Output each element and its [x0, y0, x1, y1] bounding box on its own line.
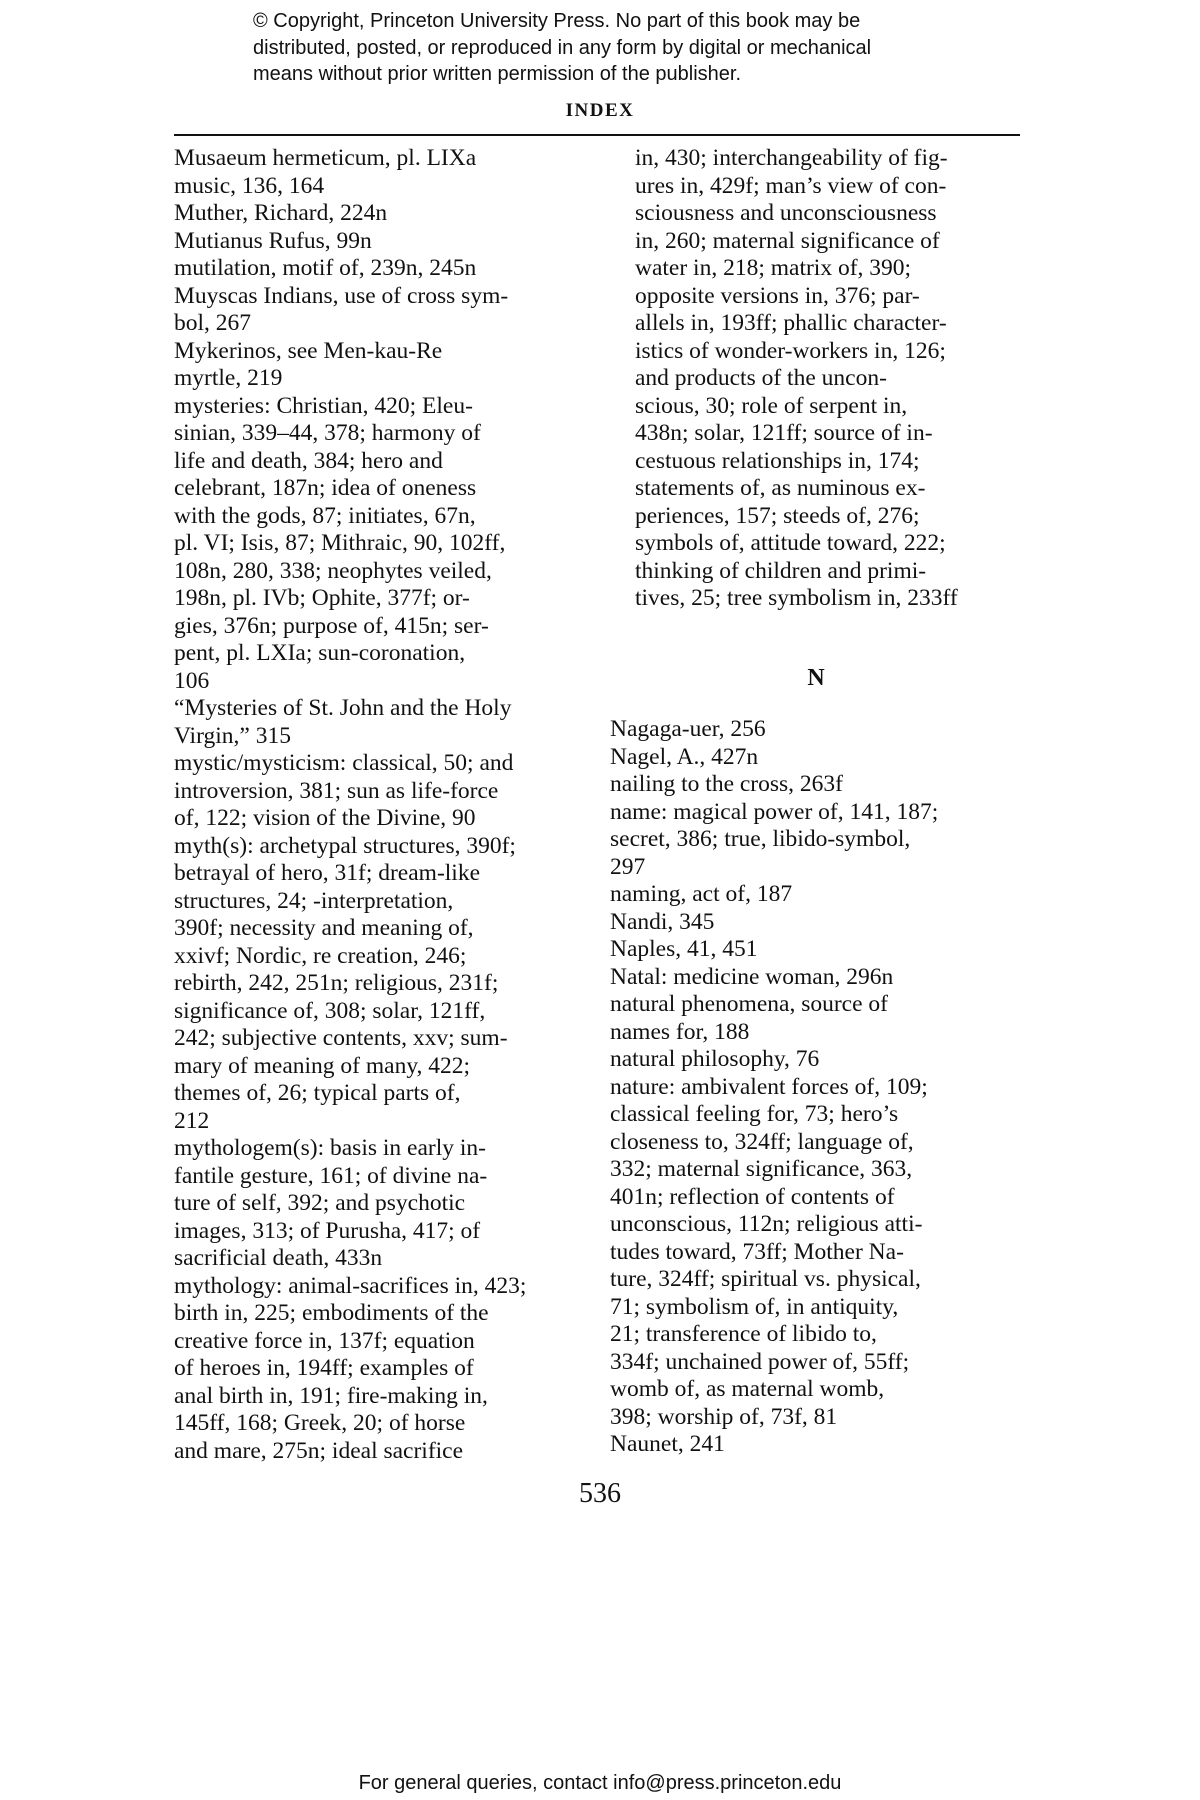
index-entry	[610, 991, 1022, 1046]
header-rule	[174, 134, 1020, 136]
continued-entry-line: periences, 157; steeds of, 276;	[635, 502, 920, 529]
index-entry	[174, 173, 580, 201]
index-entry-line: gies, 376n; purpose of, 415n; ser-	[174, 612, 489, 639]
index-entry-line: pent, pl. LXIa; sun-coronation,	[174, 640, 466, 666]
index-entry-line: of heroes in, 194ff; examples of	[174, 1355, 474, 1381]
index-entry-line: mythologem(s): basis in early in-	[174, 1135, 486, 1161]
section-letter: N	[807, 664, 825, 691]
index-entry-line: 198n, pl. IVb; Ophite, 377f; or-	[174, 585, 470, 611]
index-entry-line: unconscious, 112n; religious atti-	[610, 1211, 923, 1237]
continued-entry-line: in, 260; maternal significance of	[635, 227, 940, 254]
index-entry-line: 297	[610, 853, 646, 880]
index-entry-line: Nagaga-uer, 256	[610, 716, 766, 742]
index-entry-line: 106	[174, 667, 210, 694]
index-entry-line: Muyscas Indians, use of cross sym-	[174, 282, 509, 309]
continued-entry-line: tives, 25; tree symbolism in, 233ff	[635, 585, 958, 611]
index-entry-line: mysteries: Christian, 420; Eleu-	[174, 392, 473, 419]
index-entry-line: themes of, 26; typical parts of,	[174, 1080, 461, 1106]
index-entry-line: Musaeum hermeticum, pl. LIXa	[174, 145, 477, 171]
index-entry	[610, 909, 1022, 937]
index-entry-line: sinian, 339–44, 378; harmony of	[174, 420, 481, 446]
index-entry	[610, 964, 1022, 992]
index-entry	[610, 881, 1022, 909]
index-entry-line: closeness to, 324ff; language of,	[610, 1128, 914, 1155]
continued-entry-line: ures in, 429f; man’s view of con-	[635, 172, 947, 199]
continued-entry-line: in, 430; interchangeability of fig-	[635, 145, 948, 171]
index-entry-line: mutilation, motif of, 239n, 245n	[174, 255, 477, 281]
index-entry	[174, 200, 580, 228]
index-entry-line: images, 313; of Purusha, 417; of	[174, 1217, 481, 1244]
index-entry	[610, 744, 1022, 772]
index-entry-line: nature: ambivalent forces of, 109;	[610, 1073, 928, 1100]
index-entry-line: Mutianus Rufus, 99n	[174, 227, 372, 254]
index-entry-line: 334f; unchained power of, 55ff;	[610, 1348, 910, 1375]
index-entry-line: fantile gesture, 161; of divine na-	[174, 1162, 488, 1189]
index-entry	[174, 750, 580, 833]
index-entry-line: ture of self, 392; and psychotic	[174, 1190, 466, 1216]
index-entry-line: natural phenomena, source of	[610, 991, 888, 1017]
index-entry-line: Nandi, 345	[610, 908, 715, 935]
continued-entry-line: 438n; solar, 121ff; source of in-	[635, 420, 933, 446]
left-column	[174, 145, 580, 1465]
index-entry	[174, 145, 580, 173]
index-entry-line: Natal: medicine woman, 296n	[610, 963, 894, 990]
index-entry	[610, 716, 1022, 744]
continued-entry-line: sciousness and unconsciousness	[635, 200, 937, 226]
index-entry-line: mythology: animal-sacrifices in, 423;	[174, 1272, 527, 1299]
index-entry-line: mystic/mysticism: classical, 50; and	[174, 750, 514, 776]
index-entry-line: myth(s): archetypal structures, 390f;	[174, 832, 516, 859]
index-entry-line: Virgin,” 315	[174, 722, 291, 749]
index-entry-line: Naples, 41, 451	[610, 936, 758, 962]
index-entry-line: nailing to the cross, 263f	[610, 771, 844, 797]
index-entry-line: classical feeling for, 73; hero’s	[610, 1101, 899, 1127]
index-entry-line: name: magical power of, 141, 187;	[610, 798, 939, 825]
index-entry-line: 21; transference of libido to,	[610, 1321, 877, 1347]
index-entry-line: Muther, Richard, 224n	[174, 200, 388, 226]
footer-contact: For general queries, contact info@press.princeton.edu	[358, 1772, 842, 1794]
index-entry	[610, 1074, 1022, 1432]
continued-entry-line: thinking of children and primi-	[635, 557, 927, 584]
continued-entry-line: statements of, as numinous ex-	[635, 475, 926, 501]
index-entry	[174, 833, 580, 1136]
index-entry-line: creative force in, 137f; equation	[174, 1327, 475, 1354]
index-entry-line: sacrificial death, 433n	[174, 1245, 383, 1271]
index-entry	[610, 1046, 1022, 1074]
continued-entry-line: allels in, 193ff; phallic character-	[635, 310, 947, 336]
index-entry	[610, 771, 1022, 799]
index-entry-line: Naunet, 241	[610, 1431, 725, 1457]
index-entry-line: womb of, as maternal womb,	[610, 1376, 885, 1402]
continued-entry-line: symbols of, attitude toward, 222;	[635, 530, 946, 556]
index-entry-line: mary of meaning of many, 422;	[174, 1052, 471, 1079]
page-number: 536	[579, 1478, 621, 1509]
index-entry	[174, 228, 580, 256]
index-entry-line: ture, 324ff; spiritual vs. physical,	[610, 1266, 921, 1292]
index-entry-line: introversion, 381; sun as life-force	[174, 777, 499, 804]
index-entry-line: secret, 386; true, libido-symbol,	[610, 826, 911, 852]
continued-entry-line: and products of the uncon-	[635, 365, 887, 391]
continued-entry	[610, 145, 1022, 613]
index-entry	[174, 255, 580, 283]
index-entry	[174, 283, 580, 338]
index-entry	[610, 1431, 1022, 1459]
index-entry	[174, 1135, 580, 1273]
index-entry-line: naming, act of, 187	[610, 881, 793, 907]
index-entry-line: 332; maternal significance, 363,	[610, 1156, 913, 1182]
index-entry-line: birth in, 225; embodiments of the	[174, 1300, 489, 1326]
index-entry	[174, 1273, 580, 1466]
index-entry-line: 71; symbolism of, in antiquity,	[610, 1293, 899, 1320]
index-entry-line: 401n; reflection of contents of	[610, 1183, 895, 1210]
index-entry-line: myrtle, 219	[174, 365, 283, 391]
index-entry	[610, 936, 1022, 964]
index-entry-line: 398; worship of, 73f, 81	[610, 1403, 838, 1430]
continued-entry-line: scious, 30; role of serpent in,	[635, 392, 908, 419]
index-entry-line: xxivf; Nordic, re creation, 246;	[174, 942, 467, 969]
index-entry-line: significance of, 308; solar, 121ff,	[174, 997, 486, 1024]
copyright-notice	[253, 8, 1013, 88]
continued-entry-line: istics of wonder-workers in, 126;	[635, 337, 946, 364]
index-entry	[610, 799, 1022, 882]
index-entry-line: pl. VI; Isis, 87; Mithraic, 90, 102ff,	[174, 530, 506, 556]
index-entry-line: 108n, 280, 338; neophytes veiled,	[174, 557, 492, 584]
right-column	[610, 145, 1022, 1459]
index-entry-line: anal birth in, 191; fire-making in,	[174, 1382, 488, 1409]
index-entry-line: 242; subjective contents, xxv; sum-	[174, 1025, 508, 1051]
index-entry-line: Mykerinos, see Men-kau-Re	[174, 337, 443, 364]
index-entry-line: 212	[174, 1107, 210, 1134]
copyright-line: distributed, posted, or reproduced in any form by digital or mechanical	[253, 36, 872, 59]
index-entry-line: music, 136, 164	[174, 172, 325, 199]
index-entry-line: rebirth, 242, 251n; religious, 231f;	[174, 970, 499, 996]
index-entry-line: bol, 267	[174, 310, 252, 336]
index-entry-line: betrayal of hero, 31f; dream-like	[174, 860, 481, 886]
continued-entry-line: opposite versions in, 376; par-	[635, 282, 920, 309]
index-entry	[174, 338, 580, 366]
index-entry-line: “Mysteries of St. John and the Holy	[174, 695, 512, 721]
index-entry-line: and mare, 275n; ideal sacrifice	[174, 1437, 464, 1464]
index-entry-line: life and death, 384; hero and	[174, 447, 443, 474]
right-entries	[610, 716, 1022, 1459]
copyright-line: means without prior written permission of the publisher.	[253, 63, 742, 85]
index-entry-line: 145ff, 168; Greek, 20; of horse	[174, 1410, 466, 1436]
index-entry-line: natural philosophy, 76	[610, 1046, 820, 1072]
index-entry-line: celebrant, 187n; idea of oneness	[174, 475, 477, 501]
index-entry-line: structures, 24; -interpretation,	[174, 887, 454, 914]
index-entry-line: names for, 188	[610, 1018, 750, 1045]
continued-entry-line: water in, 218; matrix of, 390;	[635, 255, 912, 281]
index-entry	[174, 365, 580, 393]
index-entry-line: of, 122; vision of the Divine, 90	[174, 805, 476, 831]
copyright-line: © Copyright, Princeton University Press. No part of this book may be	[253, 10, 861, 32]
continued-entry-line: cestuous relationships in, 174;	[635, 447, 920, 474]
index-entry-line: with the gods, 87; initiates, 67n,	[174, 502, 476, 529]
running-head: INDEX	[565, 100, 635, 121]
index-entry	[174, 393, 580, 696]
index-entry-line: tudes toward, 73ff; Mother Na-	[610, 1238, 904, 1265]
index-entry	[174, 695, 580, 750]
index-entry-line: 390f; necessity and meaning of,	[174, 915, 474, 941]
index-entry-line: Nagel, A., 427n	[610, 743, 759, 770]
